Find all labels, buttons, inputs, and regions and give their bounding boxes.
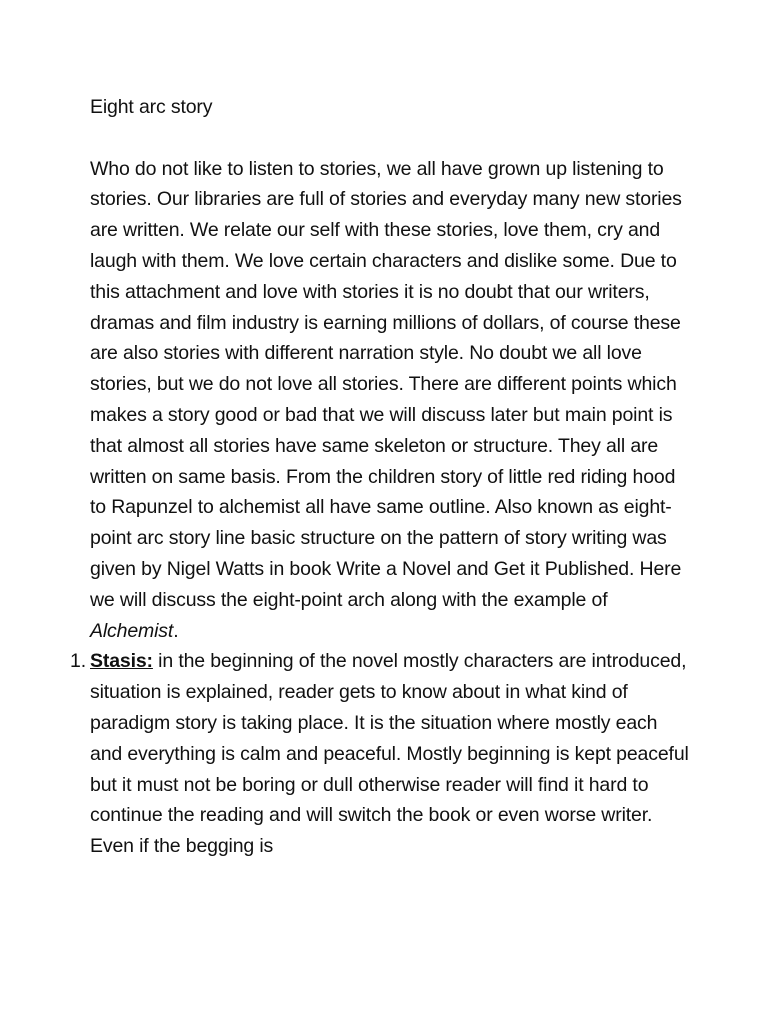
arc-list: [70, 646, 690, 862]
intro-end-punctuation: .: [173, 619, 179, 642]
list-item-number: 1.: [70, 650, 86, 673]
intro-text: Who do not like to listen to stories, we all have grown up listening to stories. Our libraries are full of stories and everyday many new stories are written. We relate our self with these stories, love them, cry and laugh with them. We love certain characters and dislike some. Due to this attachment and love with stories it is no doubt that our writers, dramas and film industry is earning millions of dollars, of course these are also stories with different narration style. No doubt we all love stories, but we do not love all stories. There are different points which makes a story good or bad that we will discuss later but main point is that almost all stories have same skeleton or structure. They all are written on same basis. From the children story of little red riding hood to Rapunzel to alchemist all have same outline. Also known as eight-point arc story line basic structure on the pattern of story writing was given by Nigel Watts in book Write a Novel and Get it Published. Here we will discuss the eight-point arch along with the example of: [90, 157, 682, 611]
list-item: [70, 646, 690, 862]
intro-italic-book-title: Alchemist: [90, 619, 174, 642]
intro-paragraph: [90, 154, 690, 647]
document-title: Eight arc story: [90, 96, 213, 118]
list-item-text: in the beginning of the novel mostly characters are introduced, situation is explained, reader gets to know about in what kind of paradigm story is taking place. It is the situation where mostly each and everything is calm and peaceful. Mostly beginning is kept peaceful but it must not be boring or dull otherwise reader will find it hard to continue the reading and will switch the book or even worse writer. Even if the begging is: [90, 650, 689, 858]
list-item-term: Stasis:: [90, 650, 153, 673]
document-page: [70, 92, 690, 862]
